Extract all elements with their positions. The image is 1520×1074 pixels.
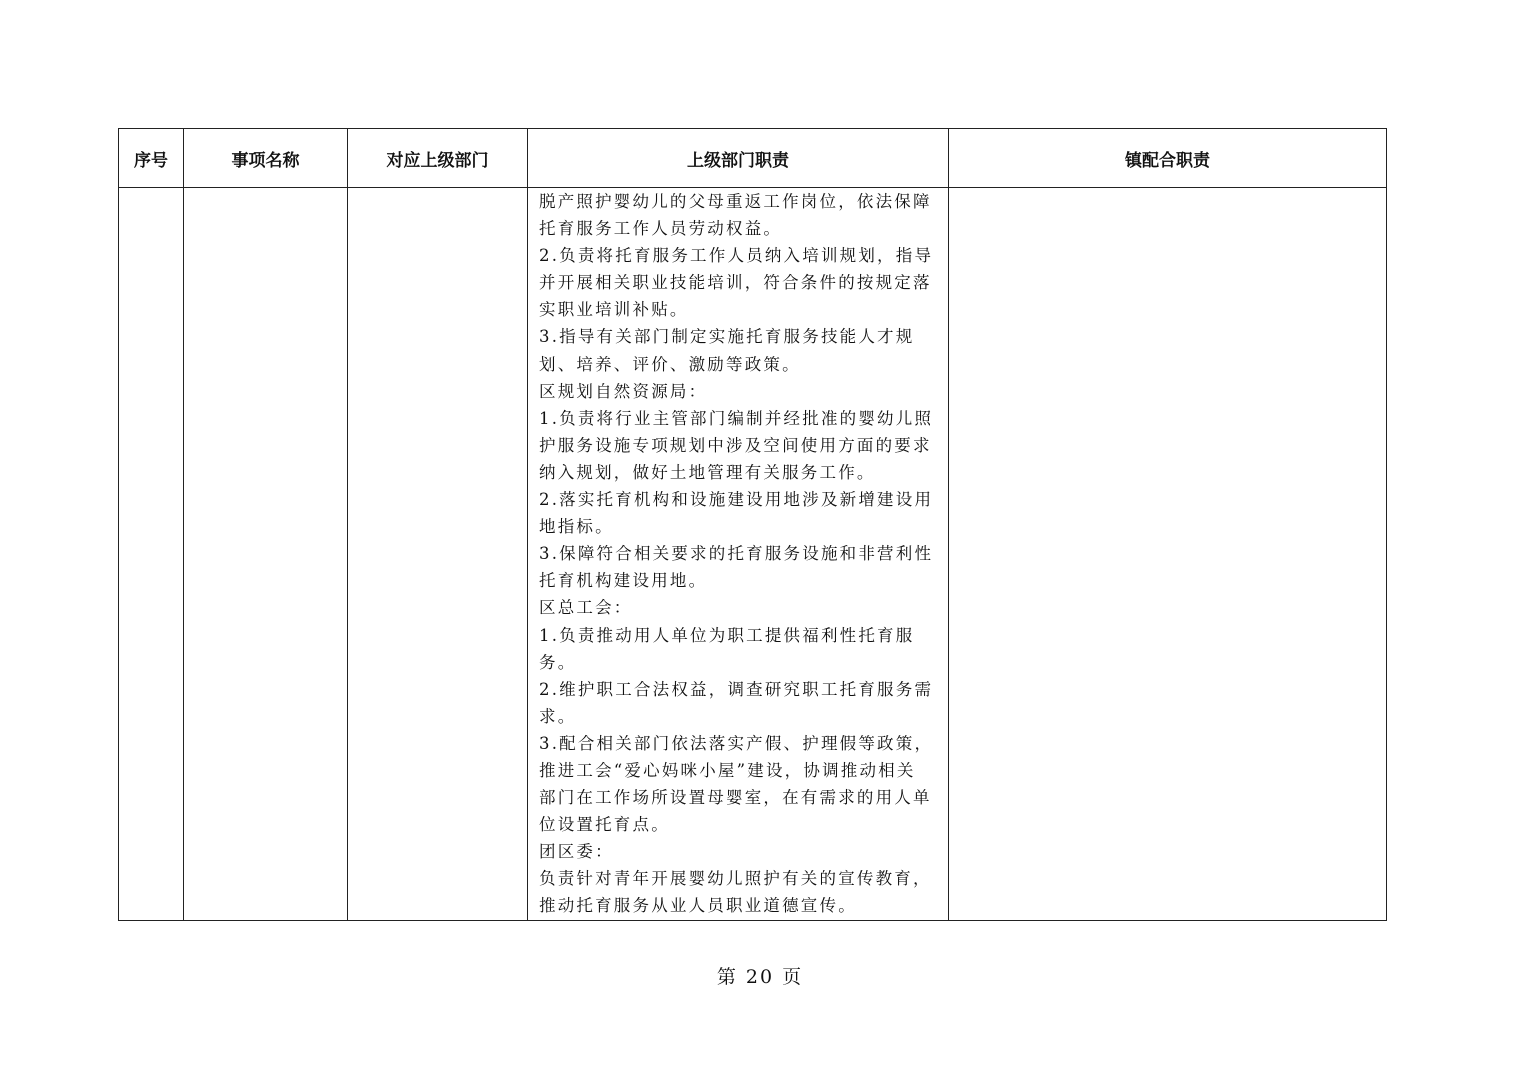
duty-line: 2.负责将托育服务工作人员纳入培训规划，指导	[539, 246, 934, 266]
duty-line: 3.保障符合相关要求的托育服务设施和非营利性	[539, 544, 934, 564]
duty-line: 推动托育服务从业人员职业道德宣传。	[539, 896, 857, 916]
table-header-row	[119, 129, 1387, 188]
duty-line: 负责针对青年开展婴幼儿照护有关的宣传教育，	[539, 869, 932, 889]
duty-line: 实职业培训补贴。	[539, 300, 689, 320]
duty-line: 区规划自然资源局：	[539, 381, 708, 401]
header-upper-duty: 上级部门职责	[528, 129, 949, 188]
duty-table	[118, 128, 1387, 921]
duty-line: 求。	[539, 706, 577, 726]
duty-line: 部门在工作场所设置母婴室，在有需求的用人单	[539, 788, 932, 808]
duty-line: 3.指导有关部门制定实施托育服务技能人才规	[539, 327, 915, 347]
duty-line: 1.负责推动用人单位为职工提供福利性托育服	[539, 625, 915, 645]
cell-upper-duty	[528, 188, 949, 921]
page-number: 第 20 页	[716, 966, 804, 988]
duty-line: 地指标。	[539, 517, 614, 537]
duty-line: 团区委：	[539, 842, 614, 862]
duty-line: 托育服务工作人员劳动权益。	[539, 219, 783, 239]
duty-line: 务。	[539, 652, 577, 672]
cell-item-name	[184, 188, 348, 921]
cell-serial	[119, 188, 184, 921]
table-row	[119, 188, 1387, 921]
duty-line: 位设置托育点。	[539, 815, 670, 835]
duty-line: 纳入规划，做好土地管理有关服务工作。	[539, 462, 876, 482]
header-dept: 对应上级部门	[348, 129, 528, 188]
duty-line: 区总工会：	[539, 598, 633, 618]
duty-line: 2.维护职工合法权益，调查研究职工托育服务需	[539, 679, 934, 699]
duty-line: 护服务设施专项规划中涉及空间使用方面的要求	[539, 435, 932, 455]
duty-line: 1.负责将行业主管部门编制并经批准的婴幼儿照	[539, 408, 934, 428]
duty-line: 3.配合相关部门依法落实产假、护理假等政策，	[539, 733, 934, 753]
duty-line: 推进工会“爱心妈咪小屋”建设，协调推动相关	[539, 760, 916, 780]
duty-line: 托育机构建设用地。	[539, 571, 708, 591]
duty-line: 并开展相关职业技能培训，符合条件的按规定落	[539, 273, 932, 293]
duty-line: 2.落实托育机构和设施建设用地涉及新增建设用	[539, 490, 934, 510]
header-item-name: 事项名称	[184, 129, 348, 188]
header-serial: 序号	[119, 129, 184, 188]
cell-town-duty	[949, 188, 1387, 921]
duty-line: 划、培养、评价、激励等政策。	[539, 354, 801, 374]
duty-line: 脱产照护婴幼儿的父母重返工作岗位，依法保障	[539, 192, 932, 211]
cell-dept	[348, 188, 528, 921]
header-town-duty: 镇配合职责	[949, 129, 1387, 188]
